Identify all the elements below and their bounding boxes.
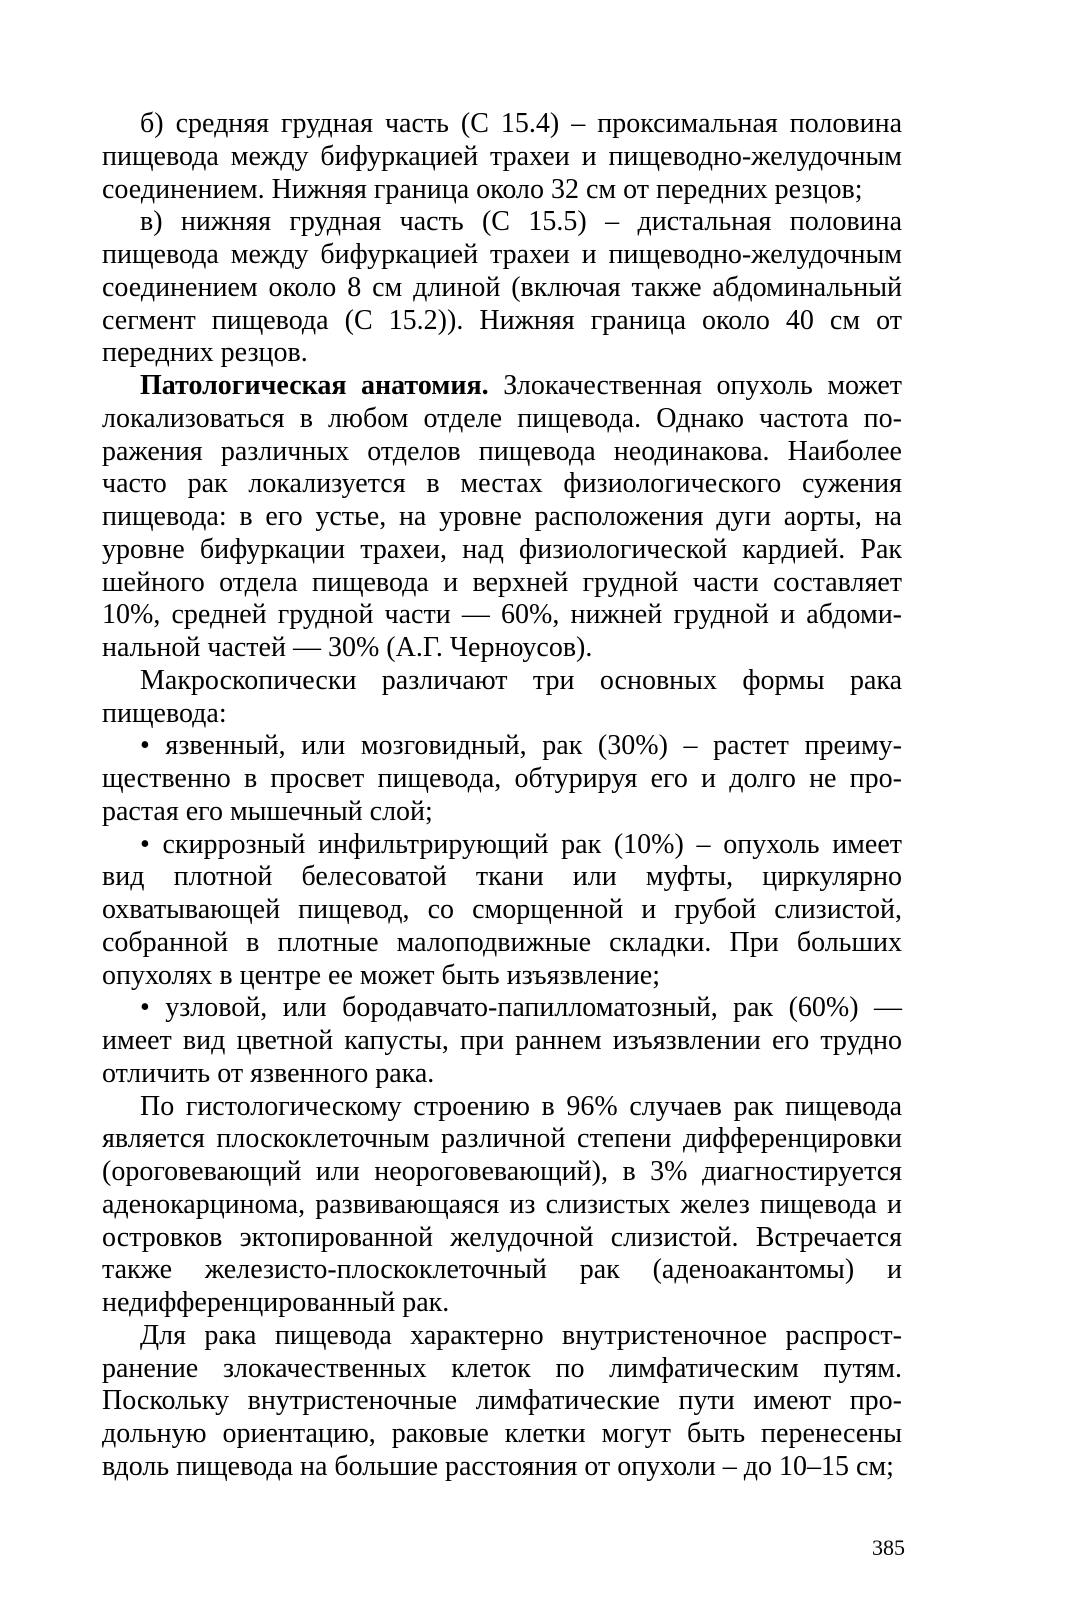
page-text-body xyxy=(102,108,902,1484)
page-number: 385 xyxy=(872,1535,905,1560)
paragraph-lower-thoracic-part: в) нижняя грудная часть (С 15.5) – дистальная половина пищевода между бифуркацией трахеи и пищеводно-желудочным соединением около 8 см длиной (включая также абдоминальный сегмент пищевода (С 15.2)). Нижняя граница около 40 см от передних резцов. xyxy=(102,206,902,369)
paragraph-macroscopic-forms-intro: Макроскопически различают три основных формы рака пищевода: xyxy=(102,664,902,729)
paragraph-middle-thoracic-part: б) средняя грудная часть (С 15.4) – проксимальная половина пищевода между бифуркацией трахеи и пищеводно-желудочным соединением. Нижняя граница около 32 см от передних резцов; xyxy=(102,108,902,205)
list-item-nodular-cancer: • узловой, или бородавчато-папилломатозный, рак (60%) — имеет вид цветной капусты, при раннем изъязвлении его трудно отличить от язвенного рака. xyxy=(102,992,902,1089)
paragraph-pathological-anatomy xyxy=(102,370,902,665)
paragraph-histological-structure: По гистологическому строению в 96% случаев рак пищевода является плоскоклеточным различной степени дифференцировки (ороговевающий или неороговевающий), в 3% диагностируется аденокарцинома, развивающаяся из слизистых желез пищевода и островков эктопированной желудочной слизистой. Встречается также железисто-плоскоклеточный рак (аденоакантомы) и недифференцированный рак. xyxy=(102,1090,902,1318)
list-item-ulcerative-cancer: • язвенный, или мозговидный, рак (30%) – растет преимущественно в просвет пищевода, обтурируя его и долго не прорастая его мышечный слой; xyxy=(102,730,902,827)
paragraph-pathological-anatomy-text: Злокачественная опухоль может локализоваться в любом отделе пищевода. Однако частота поражения различных отделов пищевода неодинакова. Наиболее часто рак локализуется в местах физиологического сужения пищевода: в его устье, на уровне расположения дуги аорты, на уровне бифуркации трахеи, над физиологической кардией. Рак шейного отдела пищевода и верхней грудной части составляет 10%, средней грудной части — 60%, нижней грудной и абдоминальной частей — 30% (А.Г. Черноусов). xyxy=(102,370,902,663)
list-item-scirrhous-cancer: • скиррозный инфильтрирующий рак (10%) – опухоль имеет вид плотной белесоватой ткани или муфты, циркулярно охватывающей пищевод, со сморщенной и грубой слизистой, собранной в плотные малоподвижные складки. При больших опухолях в центре ее может быть изъязвление; xyxy=(102,828,902,991)
section-heading-pathological-anatomy: Патологическая анатомия. xyxy=(140,370,489,401)
paragraph-intramural-spread: Для рака пищевода характерно внутристеночное распространение злокачественных клеток по лимфатическим путям. Поскольку внутристеночные лимфатические пути имеют продольную ориентацию, раковые клетки могут быть перенесены вдоль пищевода на большие расстояния от опухоли – до 10–15 см; xyxy=(102,1319,902,1482)
